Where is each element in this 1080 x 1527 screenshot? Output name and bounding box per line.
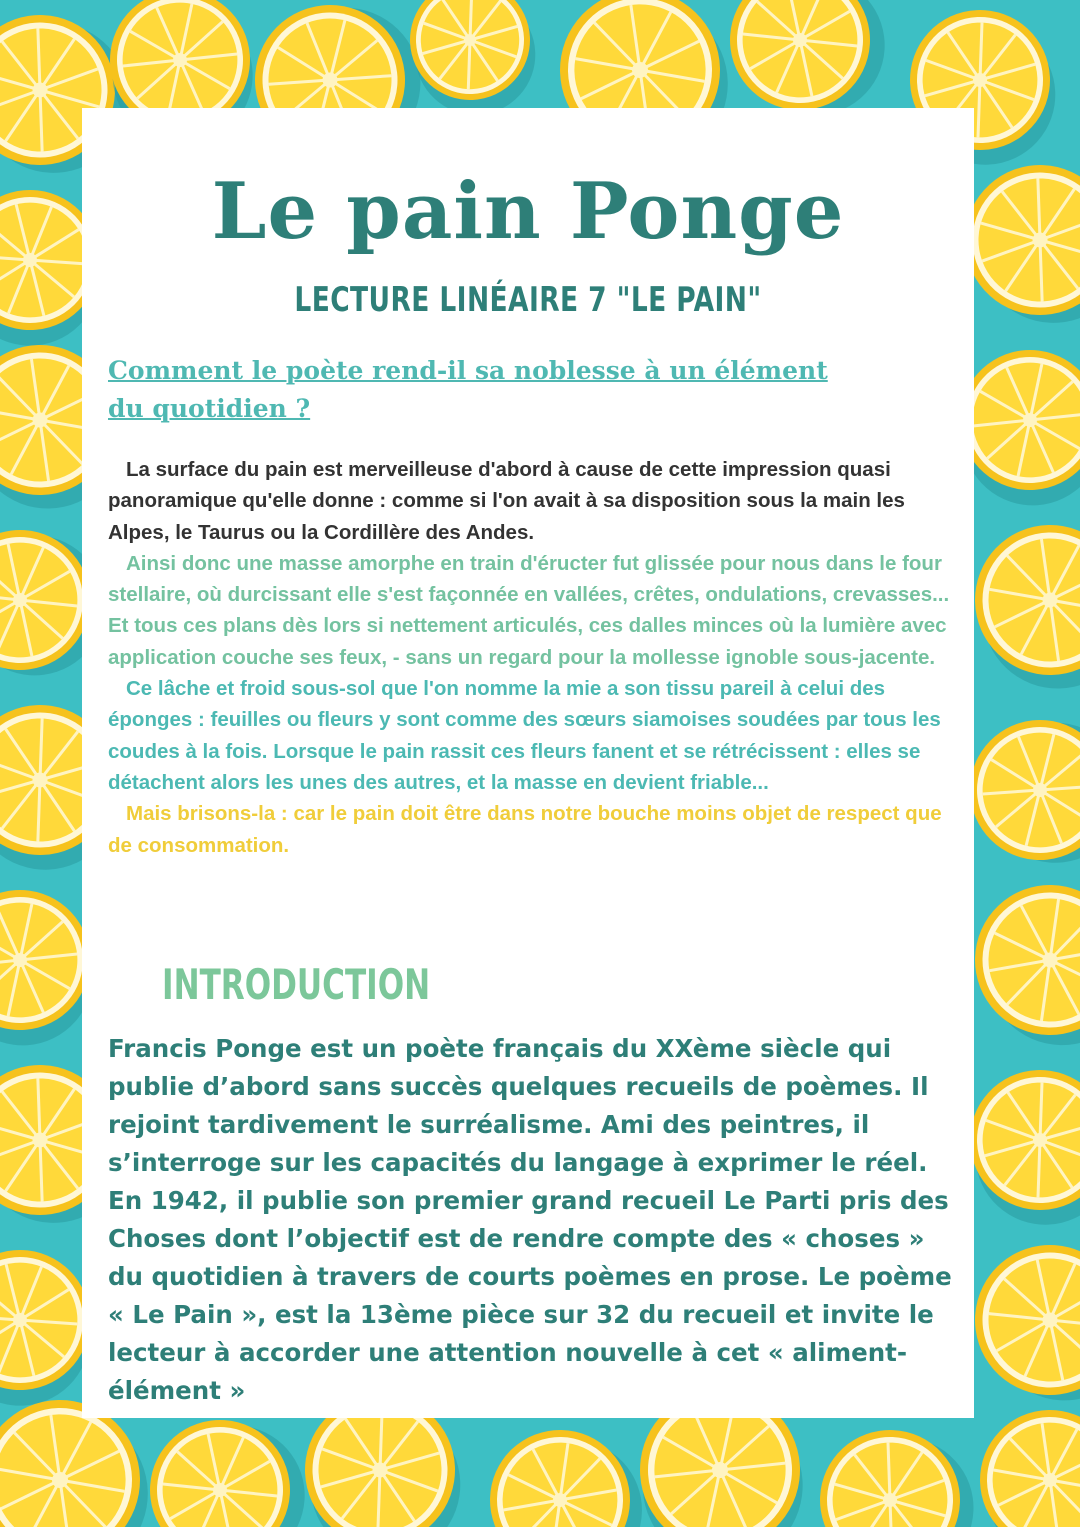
problematic-question: Comment le poète rend-il sa noblesse à un élément du quotidien ? <box>108 356 828 423</box>
poem-paragraph-4: Mais brisons-la : car le pain doit être dans notre bouche moins objet de respect que de consommation. <box>108 802 942 857</box>
lemon-slice-icon <box>963 871 1080 1058</box>
poem-paragraph-1: La surface du pain est merveilleuse d'abord à cause de cette impression quasi panoramique qu'elle donne : comme si l'on avait à sa disposition sous la main les Alpes, le Taurus ou la Cordillère des Andes. <box>108 458 905 544</box>
lemon-slice-icon <box>479 1417 653 1527</box>
page-title: Le pain Ponge <box>211 166 845 257</box>
content-card <box>82 108 974 1418</box>
introduction-text: Francis Ponge est un poète français du XXème siècle qui publie d’abord sans succès quelques recueils de poèmes. Il rejoint tardivement le surréalisme. Ami des peintres, il s’interroge sur les capacités du langage à exprimer le réel. En 1942, il publie son premier grand recueil Le Parti pris des Choses dont l’objectif est de rendre compte des « choses » du quotidien à travers de courts poèmes en prose. Le poème « Le Pain », est la 13ème pièce sur 32 du recueil et invite le lecteur à accorder une attention nouvelle à cet « aliment-élément » <box>108 1034 952 1405</box>
lemon-slice-icon <box>800 1407 993 1527</box>
page-subtitle: LECTURE LINÉAIRE 7 "LE PAIN" <box>294 280 762 320</box>
poem-paragraph-2: Ainsi donc une masse amorphe en train d'éructer fut glissée pour nous dans le four stellaire, où durcissant elle s'est façonnée en vallées, crêtes, ondulations, crevasses... Et tous ces plans dès lors si nettement articulés, ces dalles minces où la lumière avec application couche ses feux, - sans un regard pour la mollesse ignoble sous-jacente. <box>108 551 950 669</box>
lemon-slice-icon <box>967 1399 1080 1527</box>
poem-text <box>108 454 958 861</box>
lemon-slice-icon <box>961 513 1080 700</box>
introduction-heading: INTRODUCTION <box>162 960 431 1009</box>
poem-paragraph-3: Ce lâche et froid sous-sol que l'on nomme la mie a son tissu pareil à celui des éponges : feuilles ou fleurs y sont comme des sœurs siamoises soudées par tous les coudes à la fois. Lorsque le pain rassit ces fleurs fanent et se rétrécissent : elles se détachent alors les unes des autres, et la masse en devient friable... <box>108 677 941 794</box>
